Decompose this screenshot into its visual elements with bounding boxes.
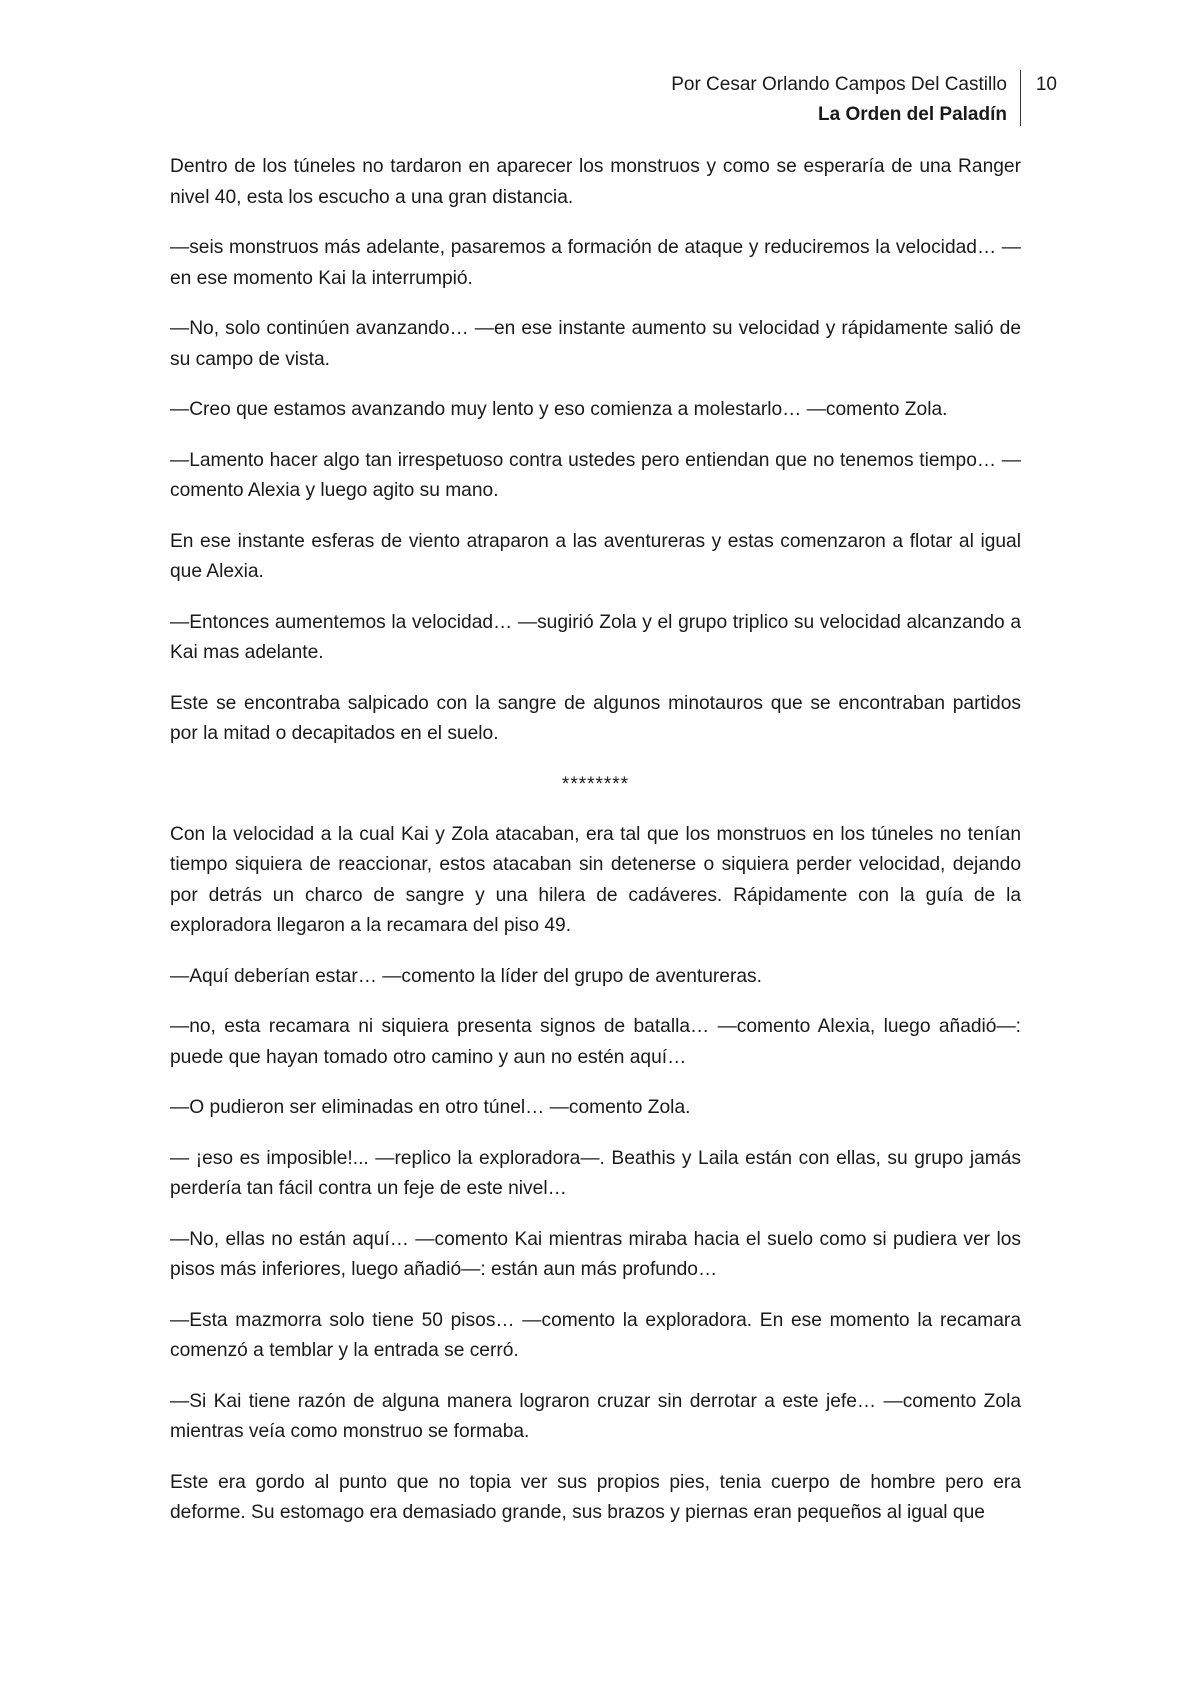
paragraph: —O pudieron ser eliminadas en otro túnel… —comento Zola. — [170, 1097, 691, 1118]
page-number: 10 — [1035, 74, 1057, 95]
header-author: Por Cesar Orlando Campos Del Castillo — [671, 74, 1007, 95]
header-divider — [1020, 70, 1021, 126]
paragraph: Este se encontraba salpicado con la sangre de algunos minotauros que se encontraban partidos por la mitad o decapitados en el suelo. — [170, 692, 1021, 744]
header-text-block — [671, 70, 1007, 130]
paragraph: —seis monstruos más adelante, pasaremos a formación de ataque y reduciremos la velocidad… —en ese momento Kai la interrumpió. — [170, 237, 1021, 289]
paragraph: En ese instante esferas de viento atraparon a las aventureras y estas comenzaron a flotar al igual que Alexia. — [170, 530, 1021, 582]
paragraph: —no, esta recamara ni siquiera presenta signos de batalla… —comento Alexia, luego añadió—: puede que hayan tomado otro camino y aun no estén aquí… — [170, 1016, 1021, 1068]
paragraph: —No, ellas no están aquí… —comento Kai mientras miraba hacia el suelo como si pudiera ver los pisos más inferiores, luego añadió—: están aun más profundo… — [170, 1228, 1021, 1280]
paragraph: —Si Kai tiene razón de alguna manera lograron cruzar sin derrotar a este jefe… —comento Zola mientras veía como monstruo se formaba. — [170, 1390, 1021, 1442]
paragraph: —Esta mazmorra solo tiene 50 pisos… —comento la exploradora. En ese momento la recamara comenzó a temblar y la entrada se cerró. — [170, 1309, 1021, 1361]
paragraph: — ¡eso es imposible!... —replico la exploradora—. Beathis y Laila están con ellas, su grupo jamás perdería tan fácil contra un feje de este nivel… — [170, 1147, 1021, 1199]
paragraph: Con la velocidad a la cual Kai y Zola atacaban, era tal que los monstruos en los túneles no tenían tiempo siquiera de reaccionar, estos atacaban sin detenerse o siquiera perder velocidad, dejando por detrás un charco de sangre y una hilera de cadáveres. Rápidamente con la guía de la exploradora llegaron a la recamara del piso 49. — [170, 823, 1021, 936]
paragraph: —No, solo continúen avanzando… —en ese instante aumento su velocidad y rápidamente salió de su campo de vista. — [170, 318, 1021, 370]
paragraph: —Creo que estamos avanzando muy lento y eso comienza a molestarlo… —comento Zola. — [170, 399, 948, 420]
header-book-title: La Orden del Paladín — [818, 104, 1007, 125]
paragraph: —Entonces aumentemos la velocidad… —sugirió Zola y el grupo triplico su velocidad alcanzando a Kai mas adelante. — [170, 611, 1021, 663]
paragraph: Dentro de los túneles no tardaron en aparecer los monstruos y como se esperaría de una Ranger nivel 40, esta los escucho a una gran distancia. — [170, 156, 1021, 208]
paragraph: Este era gordo al punto que no topia ver sus propios pies, tenia cuerpo de hombre pero era deforme. Su estomago era demasiado grande, sus brazos y piernas eran pequeños al igual que — [170, 1471, 1021, 1523]
scene-separator: ******** — [561, 773, 630, 795]
paragraph: —Lamento hacer algo tan irrespetuoso contra ustedes pero entiendan que no tenemos tiempo… —comento Alexia y luego agito su mano. — [170, 449, 1021, 501]
page-header — [331, 70, 1057, 126]
paragraph: —Aquí deberían estar… —comento la líder del grupo de aventureras. — [170, 965, 762, 987]
document-body — [170, 152, 1021, 1549]
